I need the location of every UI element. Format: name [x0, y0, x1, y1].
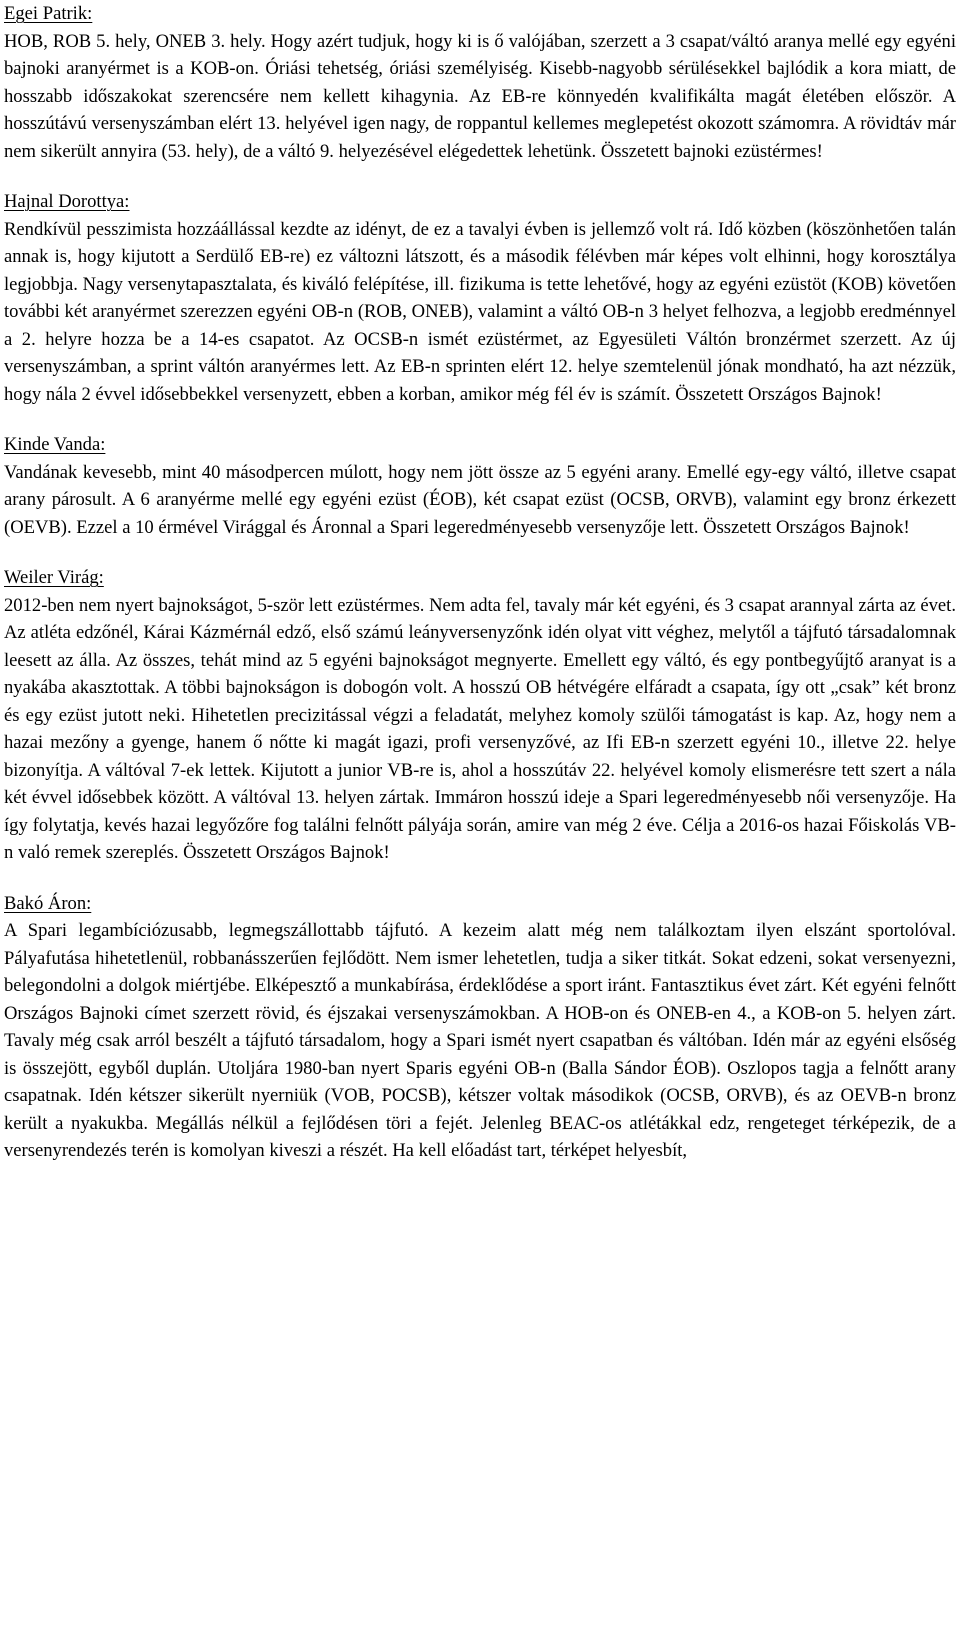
athlete-name: Bakó Áron:: [4, 892, 92, 914]
athlete-section-bako-aron: [4, 890, 956, 1165]
athlete-name: Egei Patrik:: [4, 3, 93, 24]
athlete-section-egei-patrik: [4, 0, 956, 165]
athlete-name: Weiler Virág:: [4, 567, 104, 588]
athlete-section-weiler-virag: [4, 564, 956, 867]
athlete-section-hajnal-dorottya: [4, 188, 956, 408]
athlete-name: Hajnal Dorottya:: [4, 191, 130, 212]
athlete-section-kinde-vanda: [4, 431, 956, 541]
athlete-name: Kinde Vanda:: [4, 434, 106, 455]
athlete-description: Rendkívül pesszimista hozzáállással kezdte az idényt, de ez a tavalyi évben is jellemző volt rá. Idő közben (köszönhetően talán annak is, hogy kijutott a Serdülő EB-re) ez változni látszott, és a második félévben már képes volt elhinni, hogy korosztálya legjobbja. Nagy versenytapasztalata, és kiváló felépítése, ill. fizikuma is tette lehetővé, hogy az egyéni ezüstöt (KOB) követően további két aranyérmet szerezzen egyéni OB-n (ROB, ONEB), valamint a váltó OB-n 3 helyet felhozva, a legjobb eredménnyel a 2. helyre hozza be a 14-es csapatot. Az OCSB-n ismét ezüstérmet, az Egyesületi Váltón bronzérmet szerzett. Az új versenyszámban, a sprint váltón aranyérmes lett. Az EB-n sprinten elért 12. helye szemtelenül jónak mondható, ha azt nézzük, hogy nála 2 évvel idősebbekkel versenyzett, ebben a korban, amikor még fél év is számít. Összetett Országos Bajnok!: [4, 218, 956, 405]
document-page: [4, 0, 956, 1165]
athlete-description: A Spari legambíciózusabb, legmegszállottabb tájfutó. A kezeim alatt még nem találkoztam ilyen elszánt sportolóval. Pályafutása hihetetlenül, robbanásszerűen fejlődött. Nem ismer lehetetlen, tudja a siker titkát. Sokat edzeni, sokat versenyezni, belegondolni a dolgok miértjébe. Elképesztő a munkabírása, érdeklődése a sport iránt. Fantasztikus évet zárt. Két egyéni felnőtt Országos Bajnoki címet szerzett rövid, és éjszakai versenyszámokban. A HOB-on és ONEB-en 4., a KOB-on 5. helyen zárt. Tavaly még csak arról beszélt a tájfutó társadalom, hogy a Spari ismét nyert csapatban és váltóban. Idén már az egyéni elsőség is összejött, egyből duplán. Utoljára 1980-ban nyert Sparis egyéni OB-n (Balla Sándor ÉOB). Oszlopos tagja a felnőtt arany csapatnak. Idén kétszer sikerült nyerniük (VOB, POCSB), kétszer voltak másodikok (OCSB, ORVB), és az OEVB-n bronz került a nyakukba. Megállás nélkül a fejlődésen töri a fejét. Jelenleg BEAC-os atlétákkal edz, rengeteget térképezik, de a versenyrendezés terén is komolyan kiveszi a részét. Ha kell előadást tart, térképet helyesbít,: [4, 920, 956, 1161]
athlete-description: 2012-ben nem nyert bajnokságot, 5-ször lett ezüstérmes. Nem adta fel, tavaly már két egyéni, és 3 csapat arannyal zárta az évet. Az atléta edzőnél, Kárai Kázmérnál edző, első számú leányversenyzőnk idén olyat vitt véghez, melytől a tájfutó társadalomnak leesett az álla. Az összes, tehát mind az 5 egyéni bajnokságot megnyerte. Emellett egy váltó, és egy pontbegyűjtő aranyat is a nyakába akasztottak. A többi bajnokságon is dobogón volt. A hosszú OB hétvégére elfáradt a csapata, így ott „csak” két bronz és egy ezüst jutott neki. Hihetetlen precizitással végzi a feladatát, melyhez komoly szülői támogatást is kap. Az, hogy nem a hazai mezőny a gyenge, hanem ő nőtte ki magát igazi, profi versenyzővé, az Ifi EB-n szerzett egyéni 10., illetve 22. helye bizonyítja. A váltóval 7-ek lettek. Kijutott a junior VB-re is, ahol a hosszútáv 22. helyével komoly elismerésre tett szert a nála két évvel idősebbek között. A váltóval 13. helyen zártak. Immáron hosszú ideje a Spari legeredményesebb női versenyzője. Ha így folytatja, kevés hazai legyőzőre fog találni felnőtt pályája során, amire van még 2 éve. Célja a 2016-os hazai Főiskolás VB-n való remek szereplés. Összetett Országos Bajnok!: [4, 594, 956, 863]
athlete-description: Vandának kevesebb, mint 40 másodpercen múlott, hogy nem jött össze az 5 egyéni arany. Emellé egy-egy váltó, illetve csapat arany párosult. A 6 aranyérme mellé egy egyéni ezüst (ÉOB), két csapat ezüst (OCSB, ORVB), valamint egy bronz érkezett (OEVB). Ezzel a 10 érmével Virággal és Áronnal a Spari legeredményesebb versenyzője lett. Összetett Országos Bajnok!: [4, 461, 956, 538]
athlete-description: HOB, ROB 5. hely, ONEB 3. hely. Hogy azért tudjuk, hogy ki is ő valójában, szerzett a 3 csapat/váltó aranya mellé egy egyéni bajnoki aranyérmet is a KOB-on. Óriási tehetség, óriási személyiség. Kisebb-nagyobb sérülésekkel bajlódik a kora miatt, de hosszabb időszakokat szerencsére nem kellett kihagynia. Az EB-re könnyedén kvalifikálta magát életében először. A hosszútávú versenyszámban elért 13. helyével igen nagy, de roppantul kellemes meglepetést okozott számomra. A rövidtáv már nem sikerült annyira (53. hely), de a váltó 9. helyezésével elégedettek lehetünk. Összetett bajnoki ezüstérmes!: [4, 30, 956, 162]
